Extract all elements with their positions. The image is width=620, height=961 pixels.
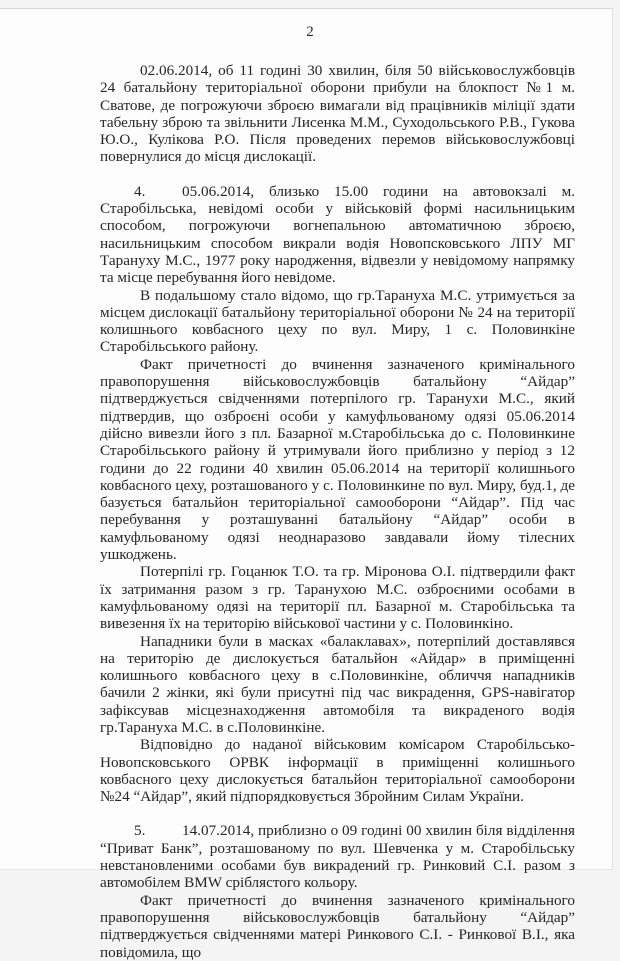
spacer bbox=[100, 166, 575, 183]
item-number: 5. bbox=[134, 822, 146, 840]
page-number: 2 bbox=[306, 24, 314, 40]
item-lead-text: 05.06.2014, близько 15.00 години на автовокзалі м. Старобільська, невідомі особи у військовій формі насильницьким способом, погрожуючи вогнепальною автоматичною зброєю, насильницьким способом викрали водія Новопсковського ЛПУ МГ Тарануху М.С., 1977 року народження, відвезли у невідомому напрямку та місце перебування його невідоме. bbox=[100, 182, 575, 287]
section-item-5 bbox=[100, 822, 575, 960]
section-intro-event bbox=[100, 62, 575, 166]
paragraph: Факт причетності до вчинення зазначеного кримінального правопорушення військовослужбовців батальйону “Айдар” підтверджується свідченнями потерпілого гр. Таранухи М.С., який підтвердив, що озброєні особи у камуфльованому одязі 05.06.2014 дійсно вивезли його з пл. Базарної м.Старобільська до с. Половинкине Старобільського району й утримували його приблизно у період з 12 години до 22 години 40 хвилин 05.06.2014 на території колишнього ковбасного цеху, розташованого у с. Половинкине по вул. Миру, буд.1, де базується батальйон територіальної самооборони “Айдар”. Під час перебування у розташуванні батальйону “Айдар” особи в камуфльованому одязі неоднаразово завдавали йому тілесних ушкоджень. bbox=[100, 355, 575, 564]
item-lead-text: 14.07.2014, приблизно о 09 годині 00 хвилин біля відділення “Приват Банк”, розташованому по вул. Шевченка у м. Старобільську невстановленими особами був викрадений гр. Ринковий С.І. разом з автомобілем BMW сріблястого кольору. bbox=[100, 822, 575, 892]
paragraph: Потерпілі гр. Гоцанюк Т.О. та гр. Міронова О.І. підтвердили факт їх затримання разом з гр. Таранухою М.С. озброєними особами в камуфльованому одязі на території пл. Базарної м. Старобільська та вивезення їх на територію військової частини у с. Половинкіно. bbox=[100, 563, 575, 633]
paragraph: Відповідно до наданої військовим комісаром Старобільсько-Новопсковського ОРВК інформації в приміщенні колишнього ковбасного цеху дислокується батальйон територіальної самооборони №24 “Айдар”, який підпорядковується Збройним Силам України. bbox=[100, 736, 575, 806]
numbered-paragraph bbox=[100, 183, 575, 287]
paragraph: Нападники були в масках «балаклавах», потерпілий доставлявся на територію де дислокується батальйон «Айдар» в приміщенні колишнього ковбасного цеху в с.Половинкіне, обличчя нападників бачили 2 жінки, які були присутні під час викрадення, GPS-навігатор зафіксував місцезнаходження автомобіля та викраденого водія гр.Тарануха М.С. в с.Половинкіне. bbox=[100, 632, 575, 736]
section-item-4 bbox=[100, 183, 575, 806]
paragraph: 02.06.2014, об 11 годині 30 хвилин, біля 50 військовослужбовців 24 батальйону територіальної оборони прибули на блокпост №1 м. Сватове, де погрожуючи зброєю вимагали від працівників міліції здати табельну зброю та звільнити Лисенка М.М., Суходольського Р.В., Гукова Ю.О., Кулікова Р.О. Після проведених перемов військовослужбовці повернулися до місця дислокації. bbox=[100, 62, 575, 166]
numbered-paragraph bbox=[100, 822, 575, 891]
item-number: 4. bbox=[134, 182, 146, 200]
document-body bbox=[100, 62, 575, 961]
paragraph: Факт причетності до вчинення зазначеного кримінального правопорушення військовослужбовців батальйону “Айдар” підтверджується свідченнями матері Ринкового С.І. - Ринкової В.І., яка повідомила, що bbox=[100, 891, 575, 961]
spacer bbox=[100, 805, 575, 822]
paragraph: В подальшому стало відомо, що гр.Тарануха М.С. утримується за місцем дислокації батальйону територіальної оборони № 24 на території колишнього ковбасного цеху по вул. Миру, 1 с. Половинкіне Старобільського району. bbox=[100, 286, 575, 356]
